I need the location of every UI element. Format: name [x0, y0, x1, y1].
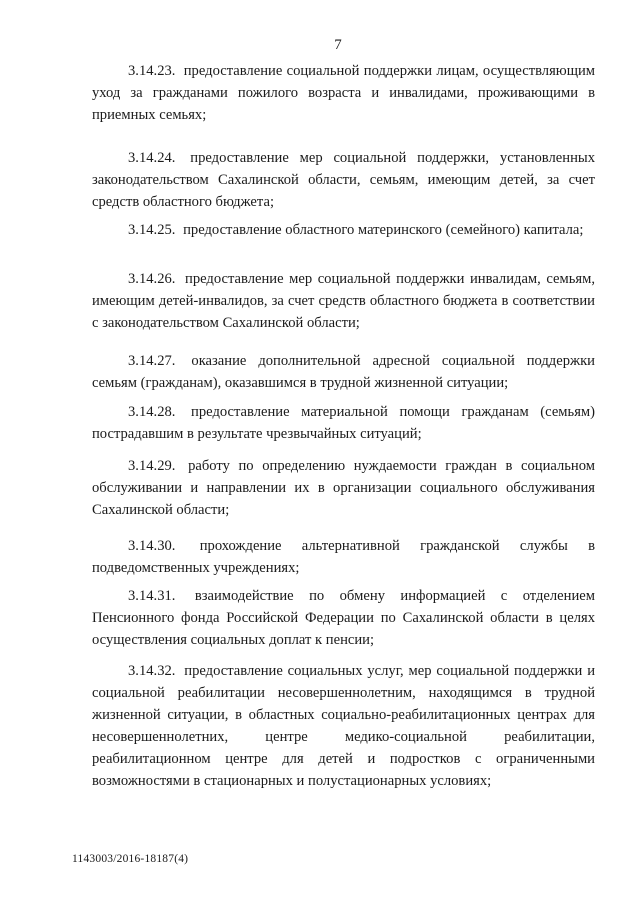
document-registration-code: 1143003/2016-18187(4): [72, 853, 189, 865]
clause-text: предоставление материальной помощи гражданам (семьям) пострадавшим в результате чрезвычайных ситуаций;: [92, 404, 595, 442]
clause-number: 3.14.29.: [128, 458, 176, 474]
clause-number: 3.14.23.: [128, 63, 176, 79]
clause-number: 3.14.24.: [128, 150, 176, 166]
page-number: 7: [334, 37, 342, 53]
clause-3-14-32: [92, 660, 595, 792]
clause-3-14-30: [92, 535, 595, 579]
clause-number: 3.14.26.: [128, 271, 176, 287]
clause-3-14-29: [92, 455, 595, 521]
clause-text: предоставление областного материнского (семейного) капитала;: [183, 222, 584, 238]
clause-text: прохождение альтернативной гражданской службы в подведомственных учреждениях;: [92, 538, 595, 576]
clause-3-14-23: [92, 60, 595, 126]
clause-3-14-31: [92, 585, 595, 651]
clause-number: 3.14.28.: [128, 404, 176, 420]
clause-3-14-25: [92, 219, 595, 241]
clause-text: предоставление социальной поддержки лицам, осуществляющим уход за гражданами пожилого возраста и инвалидами, проживающими в приемных семьях;: [92, 63, 595, 123]
clause-number: 3.14.31.: [128, 588, 176, 604]
clause-number: 3.14.25.: [128, 222, 176, 238]
clause-text: предоставление мер социальной поддержки, установленных законодательством Сахалинской области, семьям, имеющим детей, за счет средств областного бюджета;: [92, 150, 595, 210]
clause-text: предоставление мер социальной поддержки инвалидам, семьям, имеющим детей-инвалидов, за счет средств областного бюджета в соответствии с законодательством Сахалинской области;: [92, 271, 595, 331]
clause-number: 3.14.30.: [128, 538, 176, 554]
clause-text: предоставление социальных услуг, мер социальной поддержки и социальной реабилитации несовершеннолетним, находящимся в трудной жизненной ситуации, в областных социально-реабилитационных центрах для несовершеннолетних, центре медико-социальной реабилитации, реабилитационном центре для детей и подростков с ограниченными возможностями в стационарных и полустационарных условиях;: [92, 663, 595, 789]
clause-number: 3.14.27.: [128, 353, 176, 369]
clause-number: 3.14.32.: [128, 663, 176, 679]
clause-text: оказание дополнительной адресной социальной поддержки семьям (гражданам), оказавшимся в трудной жизненной ситуации;: [92, 353, 595, 391]
clause-text: взаимодействие по обмену информацией с отделением Пенсионного фонда Российской Федерации по Сахалинской области в целях осуществления социальных доплат к пенсии;: [92, 588, 595, 648]
clause-3-14-24: [92, 147, 595, 213]
clause-3-14-28: [92, 401, 595, 445]
clause-3-14-27: [92, 350, 595, 394]
clause-text: работу по определению нуждаемости граждан в социальном обслуживании и направлении их в организации социального обслуживания Сахалинской области;: [92, 458, 596, 518]
clause-3-14-26: [92, 268, 595, 334]
